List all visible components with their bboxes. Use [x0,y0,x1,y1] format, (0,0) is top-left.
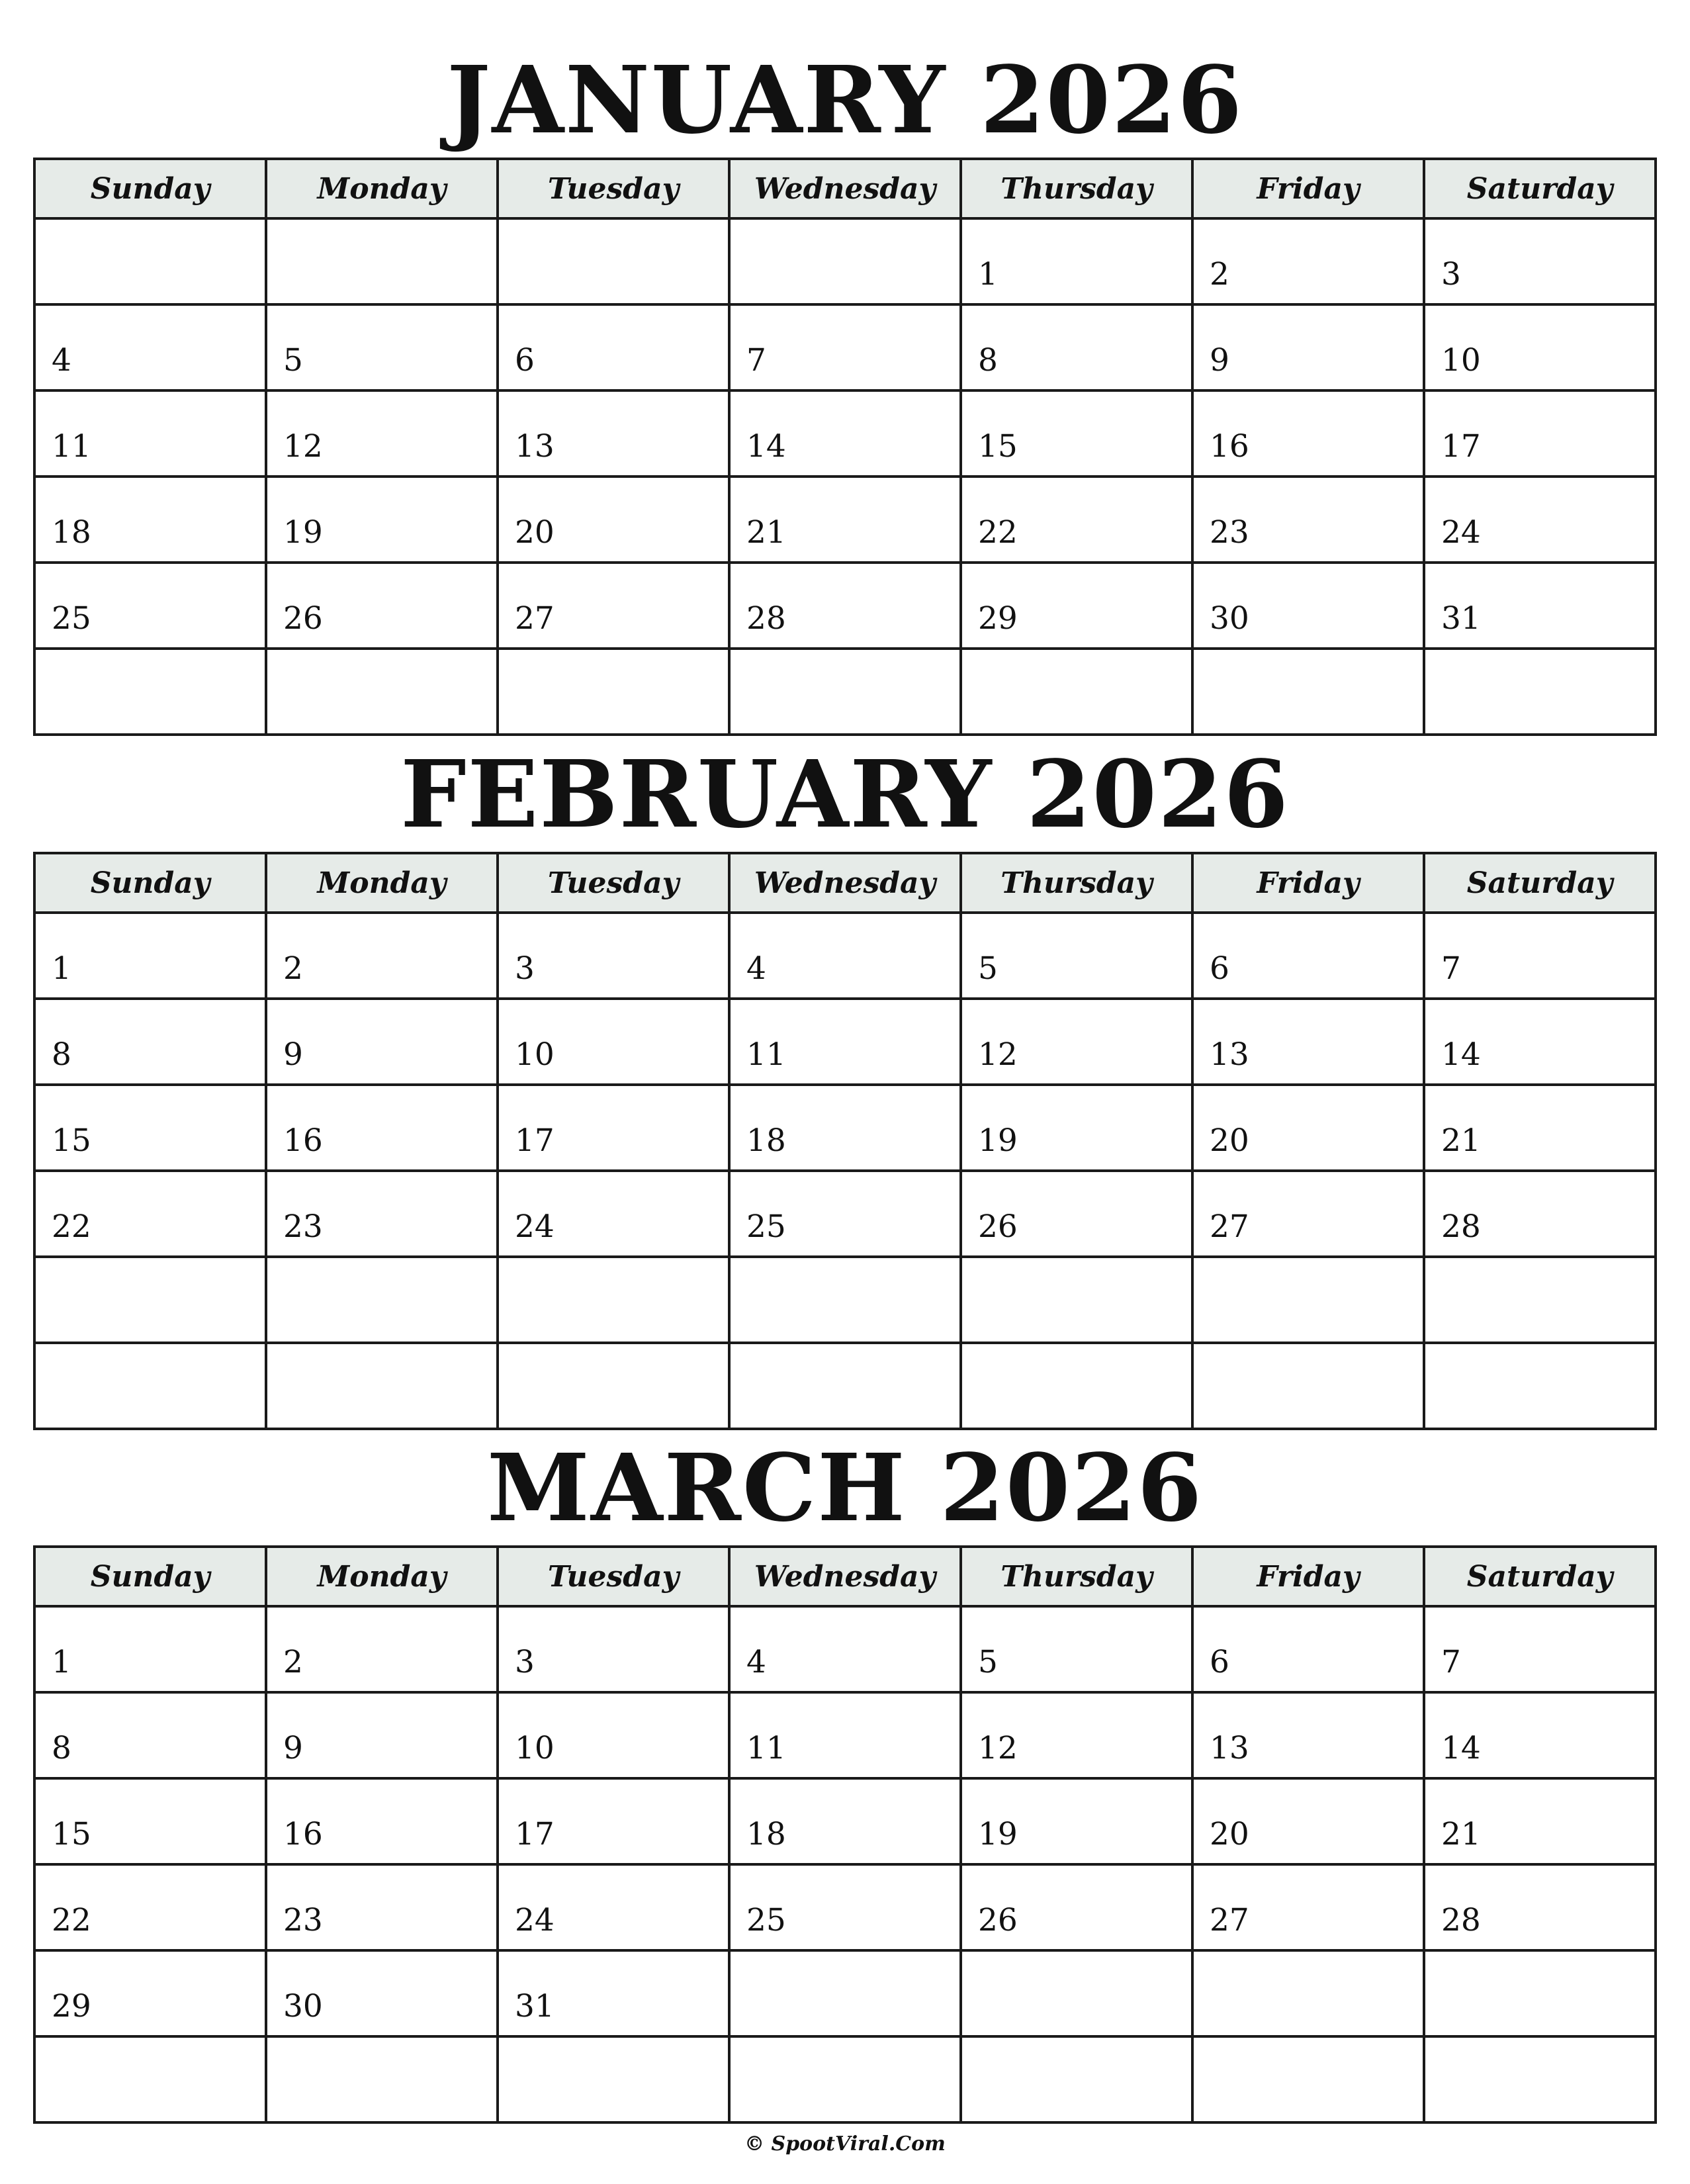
weekday-wednesday: Wednesday [729,1547,961,1606]
empty-day-cell [729,1343,961,1429]
weekday-saturday: Saturday [1424,1547,1656,1606]
weekday-wednesday: Wednesday [729,853,961,913]
empty-day-cell [729,2036,961,2122]
day-cell: 29 [961,563,1192,649]
day-cell: 27 [1192,1864,1424,1950]
week-row [34,1171,1656,1257]
weekday-friday: Friday [1192,1547,1424,1606]
week-row [34,1864,1656,1950]
week-row [34,999,1656,1085]
day-cell: 8 [34,999,266,1085]
weekday-friday: Friday [1192,853,1424,913]
week-row [34,1085,1656,1171]
day-cell: 7 [1424,1606,1656,1692]
day-cell: 27 [1192,1171,1424,1257]
day-cell: 14 [1424,1692,1656,1778]
day-cell: 29 [34,1950,266,2036]
empty-day-cell [498,1257,729,1343]
day-cell: 8 [961,304,1192,390]
day-cell: 21 [1424,1778,1656,1864]
day-cell: 1 [34,1606,266,1692]
weekday-tuesday: Tuesday [498,159,729,218]
day-cell: 17 [498,1778,729,1864]
week-row [34,649,1656,735]
empty-day-cell [961,1257,1192,1343]
week-row [34,1950,1656,2036]
day-cell: 4 [729,1606,961,1692]
day-cell: 31 [1424,563,1656,649]
day-cell: 2 [266,1606,498,1692]
weekday-thursday: Thursday [961,1547,1192,1606]
weeks [34,913,1656,1429]
day-cell: 13 [498,390,729,477]
day-cell: 11 [729,999,961,1085]
day-cell: 11 [729,1692,961,1778]
weeks [34,1606,1656,2122]
empty-day-cell [1424,1950,1656,2036]
week-row [34,913,1656,999]
day-cell: 24 [1424,477,1656,563]
weekday-header-row [34,853,1656,913]
day-cell: 28 [1424,1171,1656,1257]
week-row [34,2036,1656,2122]
empty-day-cell [34,1257,266,1343]
day-cell: 25 [729,1171,961,1257]
week-row [34,1257,1656,1343]
day-cell: 2 [1192,218,1424,304]
weekday-header-row [34,159,1656,218]
day-cell: 7 [1424,913,1656,999]
empty-day-cell [498,2036,729,2122]
weekday-thursday: Thursday [961,853,1192,913]
empty-day-cell [498,1343,729,1429]
week-row [34,563,1656,649]
weekday-tuesday: Tuesday [498,853,729,913]
weekday-sunday: Sunday [34,853,266,913]
day-cell: 5 [266,304,498,390]
day-cell: 10 [1424,304,1656,390]
weekday-saturday: Saturday [1424,853,1656,913]
weekday-monday: Monday [266,1547,498,1606]
weekday-monday: Monday [266,853,498,913]
empty-day-cell [498,218,729,304]
weeks [34,218,1656,735]
week-row [34,218,1656,304]
day-cell: 25 [34,563,266,649]
day-cell: 7 [729,304,961,390]
empty-day-cell [729,218,961,304]
day-cell: 24 [498,1171,729,1257]
empty-day-cell [1192,2036,1424,2122]
calendar-grid [33,852,1657,1430]
month-title: FEBRUARY 2026 [400,741,1290,849]
day-cell: 8 [34,1692,266,1778]
day-cell: 23 [1192,477,1424,563]
week-row [34,477,1656,563]
day-cell: 28 [1424,1864,1656,1950]
day-cell: 5 [961,1606,1192,1692]
week-row [34,1606,1656,1692]
day-cell: 26 [961,1864,1192,1950]
day-cell: 23 [266,1864,498,1950]
day-cell: 9 [1192,304,1424,390]
empty-day-cell [961,1343,1192,1429]
day-cell: 3 [1424,218,1656,304]
day-cell: 6 [1192,913,1424,999]
weekday-sunday: Sunday [34,1547,266,1606]
empty-day-cell [1424,649,1656,735]
day-cell: 12 [961,1692,1192,1778]
empty-day-cell [961,649,1192,735]
empty-day-cell [266,1257,498,1343]
empty-day-cell [729,1257,961,1343]
empty-day-cell [729,649,961,735]
day-cell: 11 [34,390,266,477]
weekday-header-row [34,1547,1656,1606]
day-cell: 20 [1192,1085,1424,1171]
day-cell: 13 [1192,999,1424,1085]
day-cell: 15 [34,1778,266,1864]
day-cell: 16 [266,1778,498,1864]
empty-day-cell [266,218,498,304]
day-cell: 9 [266,999,498,1085]
day-cell: 4 [34,304,266,390]
day-cell: 12 [266,390,498,477]
week-row [34,1343,1656,1429]
day-cell: 25 [729,1864,961,1950]
weekday-sunday: Sunday [34,159,266,218]
day-cell: 17 [498,1085,729,1171]
weekday-friday: Friday [1192,159,1424,218]
week-row [34,1778,1656,1864]
empty-day-cell [1424,1257,1656,1343]
day-cell: 18 [34,477,266,563]
day-cell: 22 [961,477,1192,563]
empty-day-cell [1192,1950,1424,2036]
day-cell: 9 [266,1692,498,1778]
empty-day-cell [34,218,266,304]
day-cell: 17 [1424,390,1656,477]
empty-day-cell [1424,2036,1656,2122]
month-title: JANUARY 2026 [447,46,1243,155]
empty-day-cell [1192,1343,1424,1429]
day-cell: 16 [1192,390,1424,477]
empty-day-cell [961,1950,1192,2036]
day-cell: 6 [498,304,729,390]
empty-day-cell [266,2036,498,2122]
copyright-footer: © SpootViral.Com [744,2132,946,2156]
empty-day-cell [266,1343,498,1429]
week-row [34,1692,1656,1778]
empty-day-cell [1424,1343,1656,1429]
day-cell: 30 [266,1950,498,2036]
day-cell: 31 [498,1950,729,2036]
day-cell: 12 [961,999,1192,1085]
day-cell: 23 [266,1171,498,1257]
day-cell: 15 [34,1085,266,1171]
day-cell: 22 [34,1864,266,1950]
day-cell: 26 [266,563,498,649]
day-cell: 10 [498,1692,729,1778]
day-cell: 18 [729,1085,961,1171]
day-cell: 1 [34,913,266,999]
empty-day-cell [961,2036,1192,2122]
week-row [34,304,1656,390]
day-cell: 28 [729,563,961,649]
empty-day-cell [34,1343,266,1429]
week-row [34,390,1656,477]
day-cell: 21 [729,477,961,563]
day-cell: 3 [498,913,729,999]
empty-day-cell [34,649,266,735]
day-cell: 15 [961,390,1192,477]
day-cell: 21 [1424,1085,1656,1171]
day-cell: 19 [961,1778,1192,1864]
empty-day-cell [498,649,729,735]
weekday-tuesday: Tuesday [498,1547,729,1606]
day-cell: 2 [266,913,498,999]
day-cell: 3 [498,1606,729,1692]
empty-day-cell [34,2036,266,2122]
day-cell: 24 [498,1864,729,1950]
day-cell: 27 [498,563,729,649]
day-cell: 18 [729,1778,961,1864]
day-cell: 20 [498,477,729,563]
day-cell: 16 [266,1085,498,1171]
empty-day-cell [1192,649,1424,735]
empty-day-cell [266,649,498,735]
calendar-grid [33,1545,1657,2124]
weekday-wednesday: Wednesday [729,159,961,218]
day-cell: 1 [961,218,1192,304]
month-title: MARCH 2026 [486,1434,1204,1543]
day-cell: 19 [266,477,498,563]
calendar-grid [33,158,1657,736]
day-cell: 13 [1192,1692,1424,1778]
weekday-thursday: Thursday [961,159,1192,218]
day-cell: 19 [961,1085,1192,1171]
day-cell: 10 [498,999,729,1085]
day-cell: 6 [1192,1606,1424,1692]
empty-day-cell [729,1950,961,2036]
day-cell: 14 [729,390,961,477]
day-cell: 14 [1424,999,1656,1085]
day-cell: 4 [729,913,961,999]
weekday-saturday: Saturday [1424,159,1656,218]
empty-day-cell [1192,1257,1424,1343]
day-cell: 20 [1192,1778,1424,1864]
weekday-monday: Monday [266,159,498,218]
day-cell: 5 [961,913,1192,999]
day-cell: 26 [961,1171,1192,1257]
day-cell: 22 [34,1171,266,1257]
day-cell: 30 [1192,563,1424,649]
